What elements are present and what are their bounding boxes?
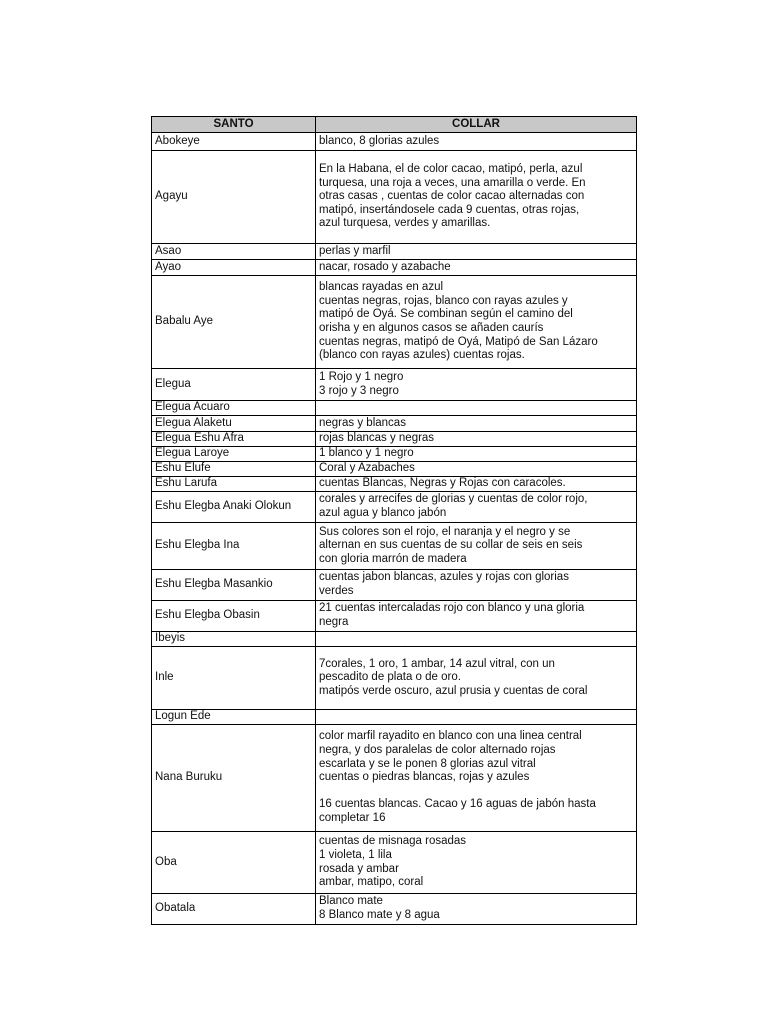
collar-cell bbox=[316, 401, 637, 416]
santo-cell: Eshu Elegba Masankio bbox=[152, 570, 316, 601]
table-row bbox=[152, 151, 637, 244]
santo-cell: Elegua bbox=[152, 369, 316, 401]
collar-cell: nacar, rosado y azabache bbox=[316, 260, 637, 276]
collar-cell: Coral y Azabaches bbox=[316, 462, 637, 477]
santo-cell: Oba bbox=[152, 832, 316, 894]
santo-cell: Abokeye bbox=[152, 133, 316, 151]
collar-cell: Sus colores son el rojo, el naranja y el negro y se alternan en sus cuentas de su collar de seis en seis con gloria marrón de madera bbox=[316, 523, 637, 570]
table-row bbox=[152, 832, 637, 894]
collar-cell: cuentas jabon blancas, azules y rojas con glorias verdes bbox=[316, 570, 637, 601]
santo-cell: Nana Buruku bbox=[152, 725, 316, 832]
santo-cell: Eshu Elegba Obasin bbox=[152, 601, 316, 632]
collar-cell: rojas blancas y negras bbox=[316, 432, 637, 447]
santo-cell: Ayao bbox=[152, 260, 316, 276]
table-row bbox=[152, 710, 637, 725]
table-row bbox=[152, 369, 637, 401]
collar-column-header: COLLAR bbox=[316, 117, 637, 133]
santo-cell: Ibeyis bbox=[152, 632, 316, 647]
collar-cell: negras y blancas bbox=[316, 416, 637, 432]
collar-cell: perlas y marfil bbox=[316, 244, 637, 260]
collar-cell: cuentas Blancas, Negras y Rojas con caracoles. bbox=[316, 477, 637, 492]
santo-collar-table bbox=[151, 116, 637, 925]
santo-cell: Babalu Aye bbox=[152, 276, 316, 369]
collar-cell: 1 Rojo y 1 negro 3 rojo y 3 negro bbox=[316, 369, 637, 401]
table-row bbox=[152, 492, 637, 523]
collar-cell bbox=[316, 710, 637, 725]
table-row bbox=[152, 401, 637, 416]
santo-cell: Elegua Acuaro bbox=[152, 401, 316, 416]
table-row bbox=[152, 647, 637, 710]
collar-cell: blancas rayadas en azul cuentas negras, rojas, blanco con rayas azules y matipó de Oyá. Se combinan según el camino del orisha y en algunos casos se añaden caurís cuentas negras, matipó de Oyá, Matipó de San Lázaro (blanco con rayas azules) cuentas rojas. bbox=[316, 276, 637, 369]
table-row bbox=[152, 276, 637, 369]
table-row bbox=[152, 260, 637, 276]
santo-column-header: SANTO bbox=[152, 117, 316, 133]
table-row bbox=[152, 416, 637, 432]
collar-cell: color marfil rayadito en blanco con una linea central negra, y dos paralelas de color alternado rojas escarlata y se le ponen 8 glorias azul vitral cuentas o piedras blancas, rojas y azules 16 cuentas blancas. Cacao y 16 aguas de jabón hasta completar 16 bbox=[316, 725, 637, 832]
table-row bbox=[152, 477, 637, 492]
collar-cell: corales y arrecifes de glorias y cuentas de color rojo, azul agua y blanco jabón bbox=[316, 492, 637, 523]
santo-cell: Logun Ede bbox=[152, 710, 316, 725]
table-row bbox=[152, 894, 637, 925]
table-row bbox=[152, 725, 637, 832]
collar-cell: 21 cuentas intercaladas rojo con blanco y una gloria negra bbox=[316, 601, 637, 632]
collar-cell: cuentas de misnaga rosadas 1 violeta, 1 lila rosada y ambar ambar, matipo, coral bbox=[316, 832, 637, 894]
collar-cell: Blanco mate 8 Blanco mate y 8 agua bbox=[316, 894, 637, 925]
table-row bbox=[152, 462, 637, 477]
santo-cell: Eshu Elegba Anaki Olokun bbox=[152, 492, 316, 523]
santo-cell: Elegua Laroye bbox=[152, 447, 316, 462]
santo-cell: Obatala bbox=[152, 894, 316, 925]
santo-cell: Inle bbox=[152, 647, 316, 710]
santo-cell: Elegua Alaketu bbox=[152, 416, 316, 432]
santo-cell: Asao bbox=[152, 244, 316, 260]
santo-cell: Eshu Larufa bbox=[152, 477, 316, 492]
table-row bbox=[152, 523, 637, 570]
table-row bbox=[152, 133, 637, 151]
collar-cell: En la Habana, el de color cacao, matipó, perla, azul turquesa, una roja a veces, una amarilla o verde. En otras casas , cuentas de color cacao alternadas con matipó, insertándosele cada 9 cuentas, otras rojas, azul turquesa, verdes y amarillas. bbox=[316, 151, 637, 244]
table-row bbox=[152, 570, 637, 601]
table-row bbox=[152, 244, 637, 260]
santo-cell: Eshu Elegba Ina bbox=[152, 523, 316, 570]
santo-cell: Elegua Eshu Afra bbox=[152, 432, 316, 447]
collar-cell: blanco, 8 glorias azules bbox=[316, 133, 637, 151]
table-header-row bbox=[152, 117, 637, 133]
table-row bbox=[152, 447, 637, 462]
collar-cell: 7corales, 1 oro, 1 ambar, 14 azul vitral, con un pescadito de plata o de oro. matipós verde oscuro, azul prusia y cuentas de coral bbox=[316, 647, 637, 710]
table-row bbox=[152, 632, 637, 647]
collar-cell bbox=[316, 632, 637, 647]
table-row bbox=[152, 432, 637, 447]
collar-cell: 1 blanco y 1 negro bbox=[316, 447, 637, 462]
santo-cell: Agayu bbox=[152, 151, 316, 244]
table-row bbox=[152, 601, 637, 632]
santo-cell: Eshu Elufe bbox=[152, 462, 316, 477]
